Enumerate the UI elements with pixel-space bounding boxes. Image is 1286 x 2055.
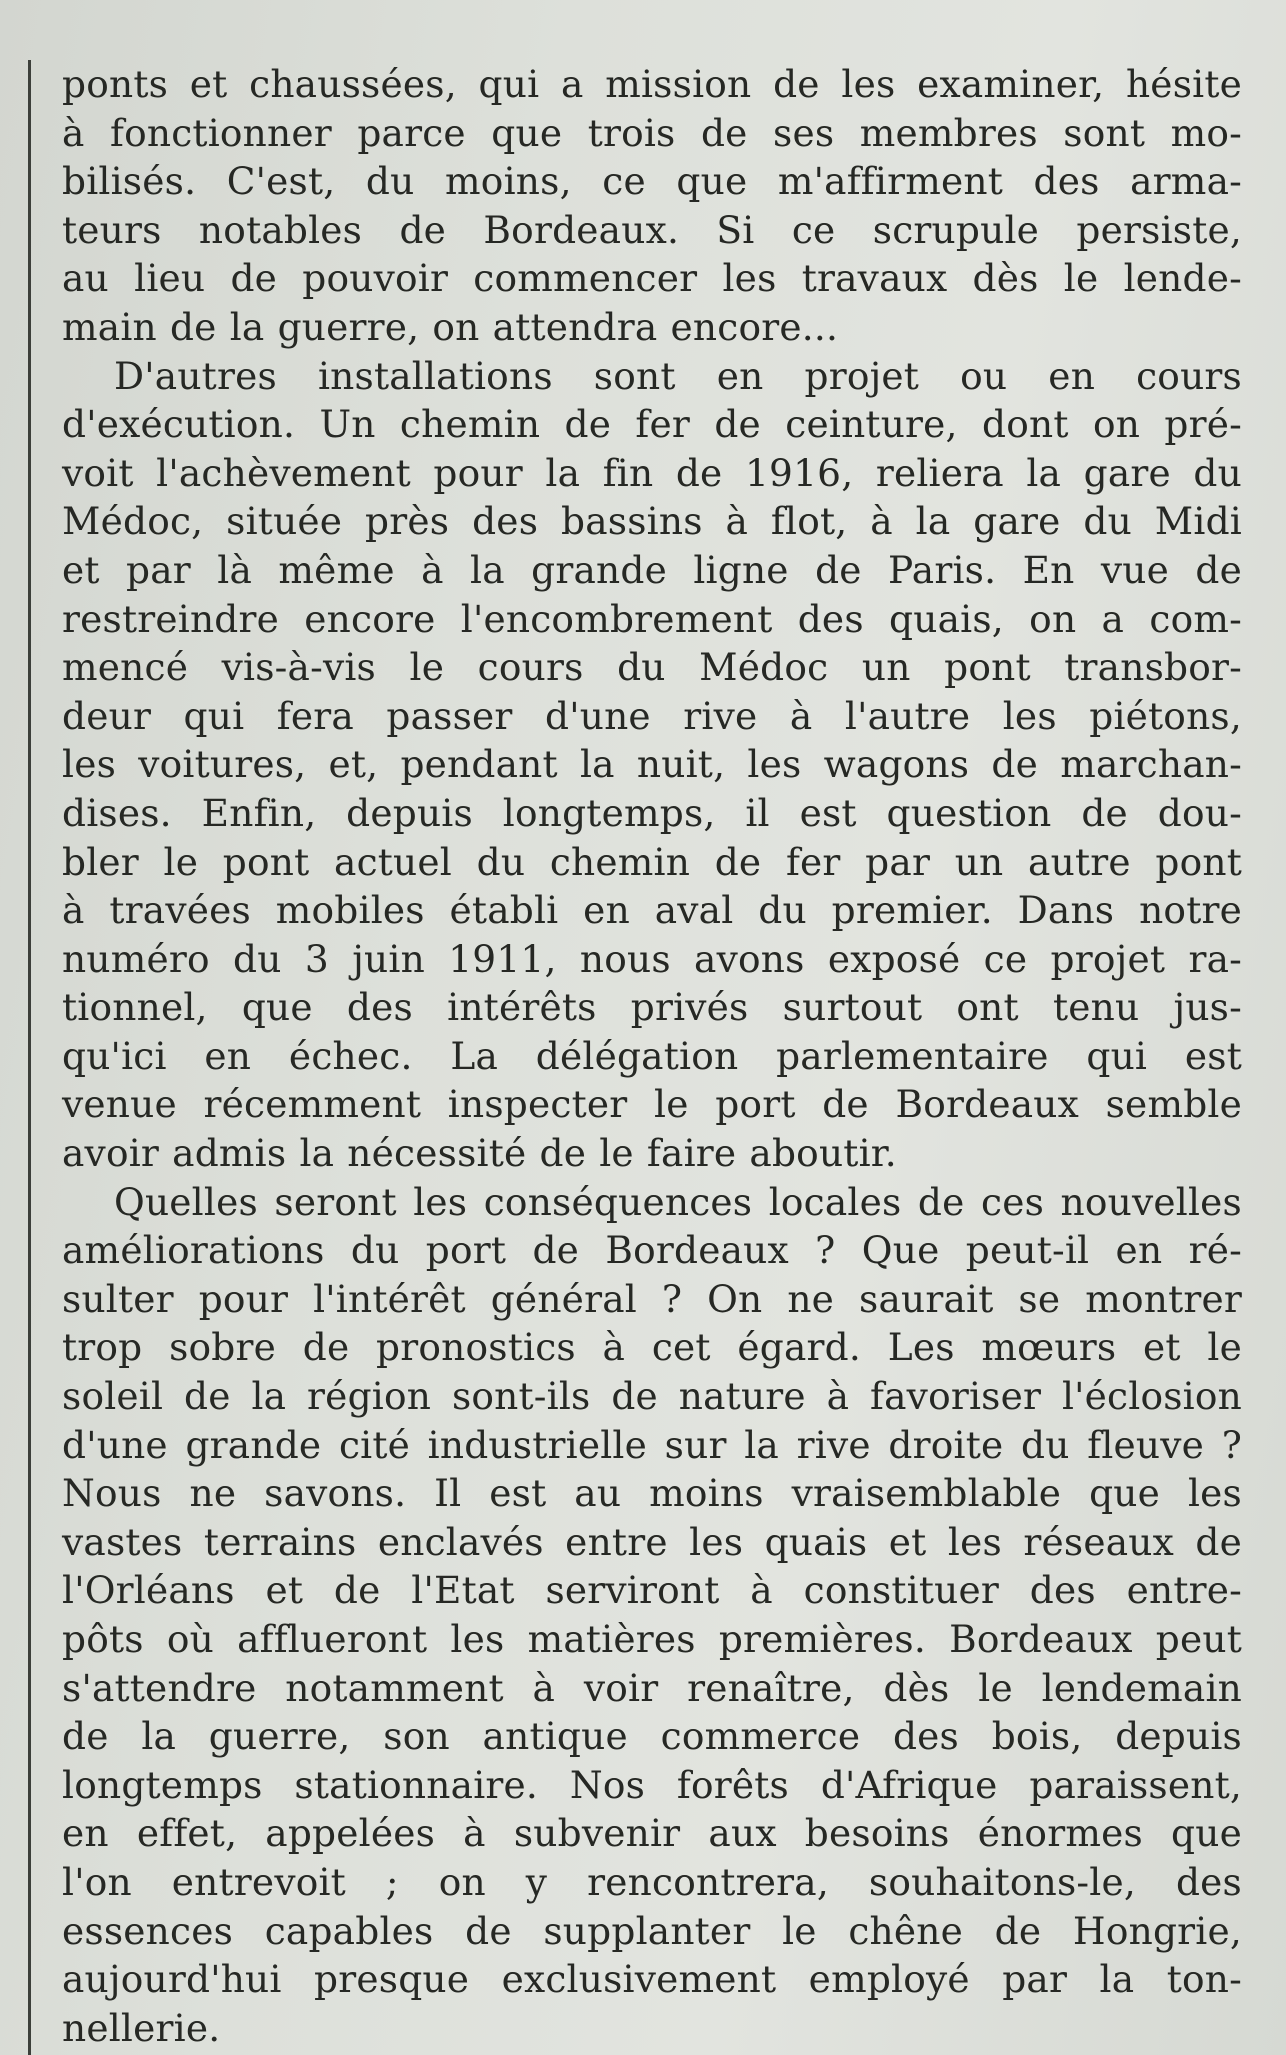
paragraph bbox=[62, 60, 1242, 352]
text-line: venue récemment inspecter le port de Bordeaux semble bbox=[62, 1082, 1242, 1127]
text-line: nellerie. bbox=[62, 2005, 221, 2050]
text-line: teurs notables de Bordeaux. Si ce scrupule persiste, bbox=[62, 207, 1242, 252]
text-line: améliorations du port de Bordeaux ? Que peut-il en ré- bbox=[62, 1228, 1242, 1273]
text-line: bler le pont actuel du chemin de fer par un autre pont bbox=[62, 839, 1242, 884]
text-line: s'attendre notamment à voir renaître, dès le lendemain bbox=[62, 1665, 1242, 1710]
text-line: pôts où afflueront les matières premières. Bordeaux peut bbox=[62, 1617, 1242, 1661]
text-line: longtemps stationnaire. Nos forêts d'Afrique paraissent, bbox=[62, 1762, 1242, 1807]
text-line: Quelles seront les conséquences locales de ces nouvelles bbox=[114, 1179, 1242, 1224]
text-line: vastes terrains enclavés entre les quais et les réseaux de bbox=[62, 1519, 1242, 1564]
text-line: Médoc, située près des bassins à flot, à la gare du Midi bbox=[62, 499, 1242, 544]
text-line: tionnel, que des intérêts privés surtout ont tenu jus- bbox=[62, 985, 1242, 1030]
text-line: en effet, appelées à subvenir aux besoins énormes que bbox=[62, 1811, 1242, 1856]
text-line: les voitures, et, pendant la nuit, les wagons de marchan- bbox=[62, 742, 1242, 787]
text-line: main de la guerre, on attendra encore... bbox=[62, 304, 839, 349]
text-line: sulter pour l'intérêt général ? On ne saurait se montrer bbox=[62, 1276, 1242, 1321]
column-rule bbox=[28, 60, 31, 2055]
text-line: ponts et chaussées, qui a mission de les examiner, hésite bbox=[62, 62, 1242, 106]
text-line: et par là même à la grande ligne de Paris. En vue de bbox=[62, 547, 1242, 592]
text-line: trop sobre de pronostics à cet égard. Les mœurs et le bbox=[62, 1325, 1242, 1370]
text-column bbox=[62, 60, 1242, 2052]
text-line: d'exécution. Un chemin de fer de ceinture, dont on pré- bbox=[62, 402, 1242, 447]
text-line: d'une grande cité industrielle sur la rive droite du fleuve ? bbox=[62, 1422, 1242, 1467]
paragraph bbox=[62, 1178, 1242, 2053]
text-line: qu'ici en échec. La délégation parlementaire qui est bbox=[62, 1033, 1242, 1078]
text-line: l'on entrevoit ; on y rencontrera, souhaitons-le, des bbox=[62, 1859, 1242, 1904]
text-line: soleil de la région sont-ils de nature à favoriser l'éclosion bbox=[62, 1374, 1242, 1419]
text-line: de la guerre, son antique commerce des bois, depuis bbox=[62, 1714, 1242, 1759]
text-line: dises. Enfin, depuis longtemps, il est question de dou- bbox=[62, 790, 1242, 835]
text-line: Nous ne savons. Il est au moins vraisemblable que les bbox=[62, 1471, 1242, 1516]
text-line: mencé vis-à-vis le cours du Médoc un pont transbor- bbox=[62, 645, 1242, 690]
text-line: deur qui fera passer d'une rive à l'autre les piétons, bbox=[62, 693, 1242, 738]
text-line: à fonctionner parce que trois de ses membres sont mo- bbox=[62, 110, 1242, 155]
text-line: l'Orléans et de l'Etat serviront à constituer des entre- bbox=[62, 1568, 1242, 1613]
text-line: à travées mobiles établi en aval du premier. Dans notre bbox=[62, 888, 1242, 933]
text-line: bilisés. C'est, du moins, ce que m'affirment des arma- bbox=[62, 159, 1242, 204]
text-line: D'autres installations sont en projet ou en cours bbox=[114, 353, 1242, 398]
text-line: voit l'achèvement pour la fin de 1916, reliera la gare du bbox=[62, 450, 1242, 495]
text-line: au lieu de pouvoir commencer les travaux dès le lende- bbox=[62, 256, 1242, 301]
paragraph bbox=[62, 352, 1242, 1178]
text-line: aujourd'hui presque exclusivement employé par la ton- bbox=[62, 1957, 1242, 2002]
text-line: restreindre encore l'encombrement des quais, on a com- bbox=[62, 596, 1242, 641]
text-line: essences capables de supplanter le chêne de Hongrie, bbox=[62, 1908, 1242, 1953]
text-line: numéro du 3 juin 1911, nous avons exposé ce projet ra- bbox=[62, 936, 1242, 981]
text-line: avoir admis la nécessité de le faire aboutir. bbox=[62, 1131, 897, 1176]
